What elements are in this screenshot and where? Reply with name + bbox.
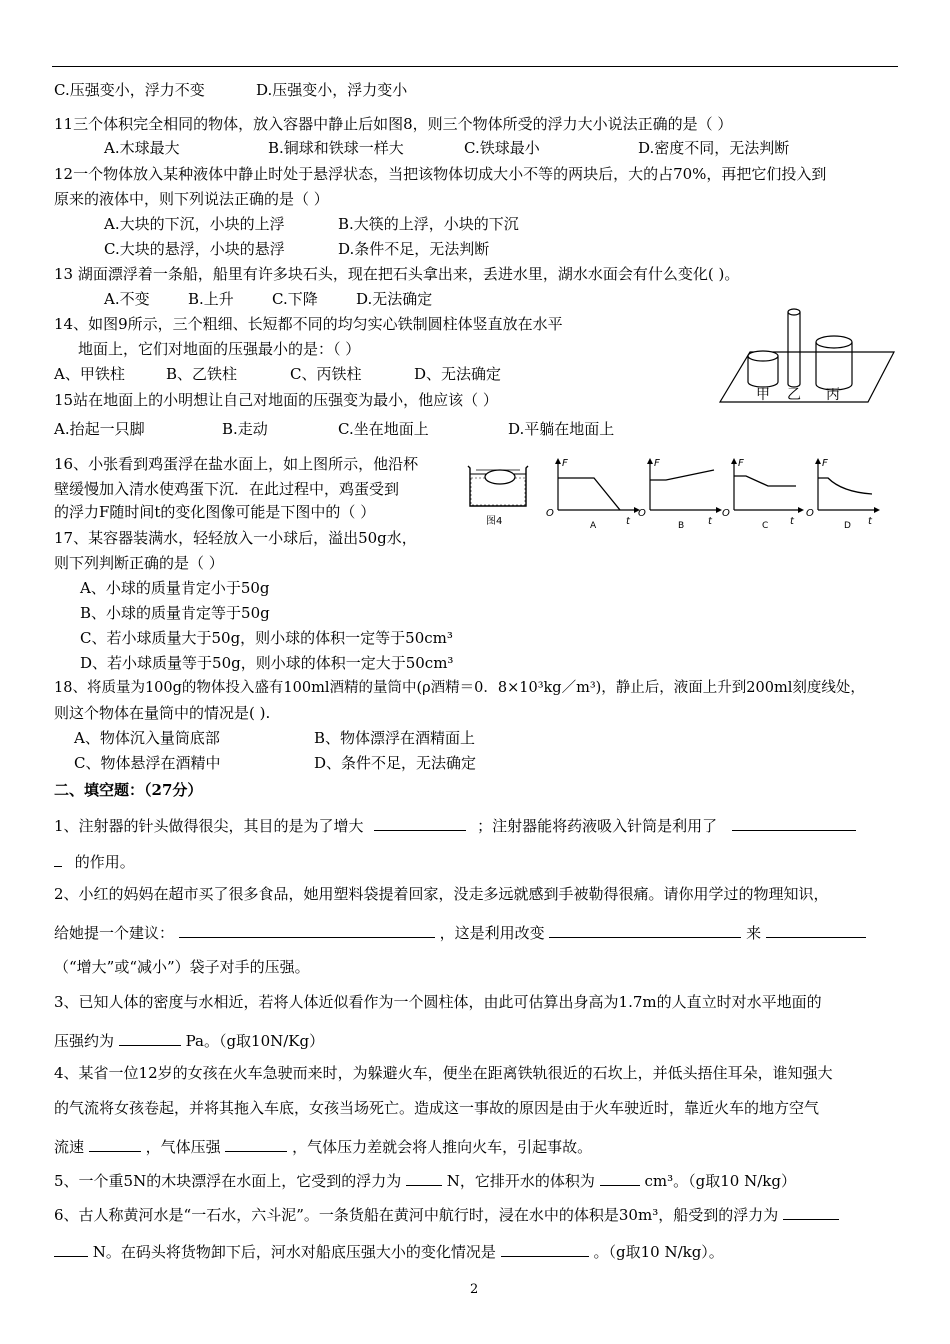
q18-line2: 则这个物体在量筒中的情况是( ). bbox=[54, 704, 271, 722]
fill-1-blank-1[interactable] bbox=[374, 814, 466, 831]
q18-line1: 18、将质量为100g的物体投入盛有100ml酒精的量筒中(ρ酒精＝0．8×10³kg／m³)，静止后，液面上升到200ml刻度线处， bbox=[54, 680, 865, 696]
header-rule bbox=[52, 66, 898, 67]
q11-option-a: A.木球最大 bbox=[104, 139, 180, 157]
graph-d bbox=[806, 458, 880, 531]
page-number: 2 bbox=[470, 1282, 479, 1297]
fill-4-line2: 的气流将女孩卷起，并将其拖入车底，女孩当场死亡。造成这一事故的原因是由于火车驶近时，靠近火车的地方空气 bbox=[54, 1099, 820, 1117]
q11-option-d: D.密度不同，无法判断 bbox=[638, 139, 790, 157]
q15-stem: 15站在地面上的小明想让自己对地面的压强变为最小，他应该（ ） bbox=[54, 391, 498, 409]
fill-5-blank-2[interactable] bbox=[600, 1169, 640, 1186]
fill-6-text-a: 6、古人称黄河水是“一石水，六斗泥”。一条货船在黄河中航行时，浸在水中的体积是30m³，船受到的浮力为 bbox=[54, 1206, 779, 1224]
q17-option-d: D、若小球质量等于50g，则小球的体积一定大于50cm³ bbox=[80, 654, 454, 672]
graph-c-axis-f: F bbox=[738, 458, 744, 469]
q18-option-a: A、物体沉入量筒底部 bbox=[74, 729, 220, 747]
graph-d-origin: O bbox=[806, 508, 814, 519]
fill-1-text-b: ；注射器能将药液吸入针筒是利用了 bbox=[477, 817, 718, 835]
graph-d-label: D bbox=[844, 521, 851, 531]
fill-2-text-a: 给她提一个建议： bbox=[54, 924, 175, 942]
q12-option-a: A.大块的下沉，小块的上浮 bbox=[104, 215, 285, 233]
q13-option-d: D.无法确定 bbox=[356, 290, 433, 308]
fill-4-text-c: ，气体压力差就会将人推向火车，引起事故。 bbox=[292, 1138, 593, 1156]
fill-1-text-a: 1、注射器的针头做得很尖，其目的是为了增大 bbox=[54, 817, 364, 835]
q17-option-b: B、小球的质量肯定等于50g bbox=[80, 604, 270, 622]
q18-option-c: C、物体悬浮在酒精中 bbox=[74, 754, 221, 772]
fill-5-text-c: cm³。（g取10 N/kg） bbox=[644, 1172, 796, 1190]
q14-option-c: C、丙铁柱 bbox=[290, 365, 362, 383]
q10-option-d: D.压强变小，浮力变小 bbox=[256, 81, 408, 99]
fill-1-line2 bbox=[54, 850, 135, 872]
fill-4-text-a: 流速 bbox=[54, 1138, 85, 1156]
q12-option-d: D.条件不足，无法判断 bbox=[338, 240, 490, 258]
q17-line1: 17、某容器装满水，轻轻放入一小球后，溢出50g水， bbox=[54, 529, 417, 547]
beaker-egg bbox=[468, 466, 528, 527]
q13-stem: 13 湖面漂浮着一条船，船里有许多块石头，现在把石头拿出来，丢进水里，湖水水面会有什么变化( )。 bbox=[54, 265, 740, 283]
q16-line2: 壁缓慢加入清水使鸡蛋下沉．在此过程中，鸡蛋受到 bbox=[54, 480, 400, 498]
q18-option-b: B、物体漂浮在酒精面上 bbox=[314, 729, 476, 747]
fill-3-line2 bbox=[54, 1029, 324, 1051]
fill-3-text-a: 压强约为 bbox=[54, 1032, 115, 1050]
fill-6-text-b: N。在码头将货物卸下后，河水对船底压强大小的变化情况是 bbox=[92, 1243, 496, 1261]
fill-2-line2 bbox=[54, 921, 866, 943]
figure-9-cylinders bbox=[718, 300, 898, 408]
fig4-caption: 图4 bbox=[486, 516, 503, 527]
fill-1-blank-2-cont[interactable] bbox=[54, 850, 62, 867]
fill-2-blank-3[interactable] bbox=[766, 921, 866, 938]
graph-c-label: C bbox=[762, 521, 769, 531]
fill-4-blank-1[interactable] bbox=[89, 1135, 141, 1152]
section-2-title: 二、填空题：（27分） bbox=[54, 781, 203, 799]
q17-option-a: A、小球的质量肯定小于50g bbox=[80, 579, 270, 597]
q14-option-d: D、无法确定 bbox=[414, 365, 502, 383]
q11-stem: 11三个体积完全相同的物体，放入容器中静止后如图8，则三个物体所受的浮力大小说法正确的是（ ） bbox=[54, 115, 733, 133]
fill-2-blank-2[interactable] bbox=[549, 921, 741, 938]
fill-4-line3 bbox=[54, 1135, 592, 1157]
q14-option-a: A、甲铁柱 bbox=[54, 365, 125, 383]
fill-2-text-b: ，这是利用改变 bbox=[439, 924, 545, 942]
q18-option-d: D、条件不足，无法确定 bbox=[314, 754, 477, 772]
graph-c bbox=[722, 458, 804, 531]
fig9-label-yi: 乙 bbox=[787, 387, 801, 403]
graph-b-origin: O bbox=[638, 508, 646, 519]
fill-2-text-c: 来 bbox=[746, 924, 762, 942]
graph-b bbox=[638, 458, 722, 531]
fill-4-blank-2[interactable] bbox=[225, 1135, 287, 1152]
fill-1-line1 bbox=[54, 814, 856, 836]
graph-b-axis-f: F bbox=[654, 458, 660, 469]
fig9-label-bing: 丙 bbox=[826, 387, 840, 403]
graph-a-label: A bbox=[590, 521, 597, 531]
q12-line2: 原来的液体中，则下列说法正确的是（ ） bbox=[54, 190, 329, 208]
fill-1-text-c: 的作用。 bbox=[74, 853, 135, 871]
q16-line1: 16、小张看到鸡蛋浮在盐水面上，如上图所示，他沿杯 bbox=[54, 455, 419, 473]
fill-3-line1: 3、已知人体的密度与水相近，若将人体近似看作为一个圆柱体，由此可估算出身高为1.7m的人直立时对水平地面的 bbox=[54, 993, 822, 1011]
q15-option-b: B.走动 bbox=[222, 420, 268, 438]
q13-option-b: B.上升 bbox=[188, 290, 234, 308]
graph-c-axis-t: t bbox=[790, 516, 794, 527]
fill-2-line1: 2、小红的妈妈在超市买了很多食品，她用塑料袋提着回家，没走多远就感到手被勒得很痛。请你用学过的物理知识， bbox=[54, 885, 829, 903]
q15-option-d: D.平躺在地面上 bbox=[508, 420, 615, 438]
q12-option-b: B.大筷的上浮，小块的下沉 bbox=[338, 215, 519, 233]
fill-5-line1 bbox=[54, 1169, 796, 1191]
q11-option-b: B.铜球和铁球一样大 bbox=[268, 139, 404, 157]
q14-line2: 地面上，它们对地面的压强最小的是：（ ） bbox=[78, 340, 361, 358]
fill-1-blank-2[interactable] bbox=[732, 814, 856, 831]
figure-4-graphs bbox=[462, 456, 887, 534]
fill-4-line1: 4、某省一位12岁的女孩在火车急驶而来时，为躲避火车，便坐在距离铁轨很近的石坎上，并低头捂住耳朵，谁知强大 bbox=[54, 1064, 833, 1082]
fill-6-line2 bbox=[54, 1240, 724, 1262]
q13-option-a: A.不变 bbox=[104, 290, 150, 308]
fill-6-line1 bbox=[54, 1203, 839, 1225]
graph-a bbox=[546, 458, 640, 531]
graph-b-axis-t: t bbox=[708, 516, 712, 527]
q12-line1: 12一个物体放入某种液体中静止时处于悬浮状态，当把该物体切成大小不等的两块后，大的占70%，再把它们投入到 bbox=[54, 165, 827, 183]
fill-2-blank-1[interactable] bbox=[179, 921, 435, 938]
graph-d-axis-t: t bbox=[868, 516, 872, 527]
fill-4-text-b: ，气体压强 bbox=[145, 1138, 221, 1156]
fill-6-blank-1[interactable] bbox=[783, 1203, 839, 1220]
q14-option-b: B、乙铁柱 bbox=[166, 365, 238, 383]
q15-option-c: C.坐在地面上 bbox=[338, 420, 429, 438]
fill-6-blank-2[interactable] bbox=[501, 1240, 589, 1257]
q15-option-a: A.抬起一只脚 bbox=[54, 420, 145, 438]
q17-line2: 则下列判断正确的是（ ） bbox=[54, 554, 224, 572]
graph-a-axis-f: F bbox=[562, 458, 568, 469]
q13-option-c: C.下降 bbox=[272, 290, 318, 308]
fill-2-line3: （“增大”或“减小”）袋子对手的压强。 bbox=[54, 958, 310, 976]
graph-a-origin: O bbox=[546, 508, 554, 519]
graph-c-origin: O bbox=[722, 508, 730, 519]
fill-3-blank-1[interactable] bbox=[119, 1029, 181, 1046]
fill-5-text-a: 5、一个重5N的木块漂浮在水面上，它受到的浮力为 bbox=[54, 1172, 402, 1190]
q11-option-c: C.铁球最小 bbox=[464, 139, 540, 157]
fill-5-blank-1[interactable] bbox=[406, 1169, 442, 1186]
q17-option-c: C、若小球质量大于50g，则小球的体积一定等于50cm³ bbox=[80, 629, 453, 647]
fill-6-blank-1-cont[interactable] bbox=[54, 1240, 88, 1257]
q10-option-c: C.压强变小，浮力不变 bbox=[54, 81, 205, 99]
fill-3-text-b: Pa。（g取10N/Kg） bbox=[185, 1032, 325, 1050]
graph-b-label: B bbox=[678, 521, 685, 531]
fig9-label-jia: 甲 bbox=[756, 387, 770, 403]
q14-line1: 14、如图9所示，三个粗细、长短都不同的均匀实心铁制圆柱体竖直放在水平 bbox=[54, 315, 563, 333]
fill-5-text-b: N，它排开水的体积为 bbox=[446, 1172, 595, 1190]
q12-option-c: C.大块的悬浮，小块的悬浮 bbox=[104, 240, 285, 258]
q16-line3: 的浮力F随时间t的变化图像可能是下图中的（ ） bbox=[54, 503, 376, 521]
fill-6-text-c: 。（g取10 N/kg）。 bbox=[593, 1243, 724, 1261]
graph-d-axis-f: F bbox=[822, 458, 828, 469]
graph-a-axis-t: t bbox=[626, 516, 630, 527]
